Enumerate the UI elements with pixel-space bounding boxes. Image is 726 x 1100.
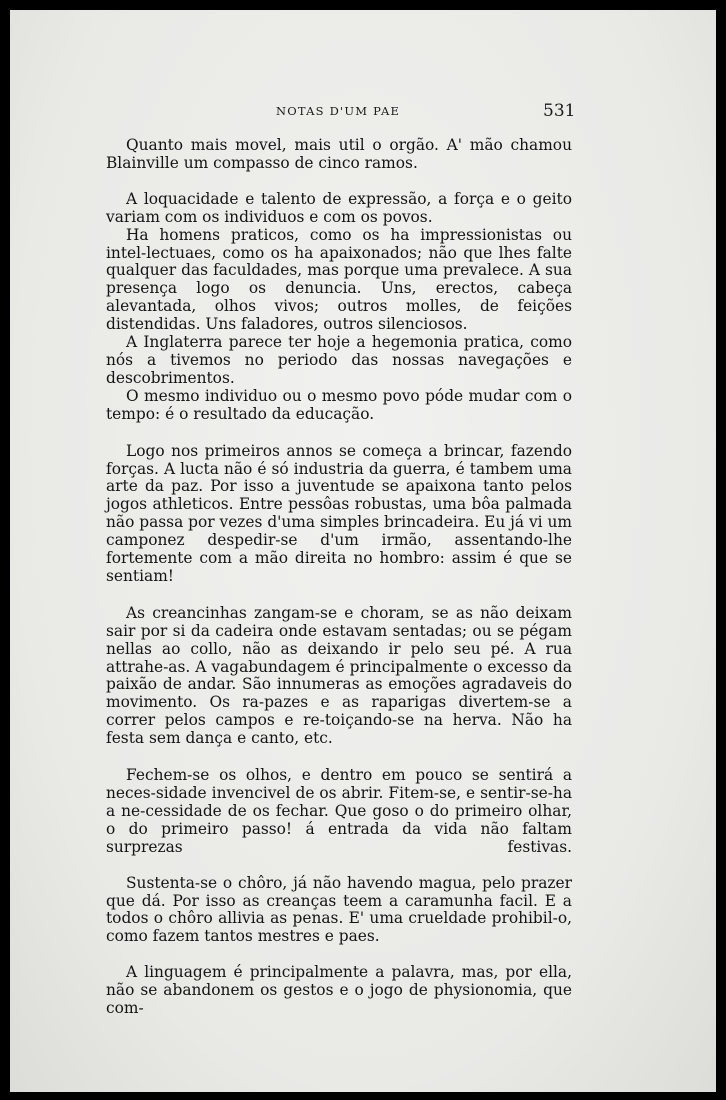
paragraph: Ha homens praticos, como os ha impressionistas ou intel-lectuaes, como os ha apaixonados; não que lhes falte qualquer das faculdades, mas porque uma prevalece. A sua presença logo os denuncia. Uns, erectos, cabeça alevantada, olhos vivos; outros molles, de feições distendidas. Uns faladores, outros silenciosos.: [106, 225, 572, 334]
paragraph: Sustenta-se o chôro, já não havendo magua, pelo prazer que dá. Por isso as creanças teem a caramunha facil. E a todos o chôro allivia as penas. E' uma crueldade prohibil-o, como fazem tantos mestres e paes.: [106, 873, 572, 946]
paragraph: A loquacidade e talento de expressão, a força e o geito variam com os individuos e com os povos.: [106, 189, 572, 226]
book-page: [10, 10, 716, 1092]
running-head-title: NOTAS D'UM PAE: [276, 104, 401, 118]
page-number: 531: [543, 101, 576, 121]
paragraph: A linguagem é principalmente a palavra, mas, por ella, não se abandonem os gestos e o jogo de physionomia, que com-: [106, 963, 572, 1018]
paragraph: A Inglaterra parece ter hoje a hegemonia pratica, como nós a tivemos no periodo das nossas navegações e descobrimentos.: [106, 333, 572, 387]
running-head: [10, 101, 716, 121]
paragraph: O mesmo individuo ou o mesmo povo póde mudar com o tempo: é o resultado da educação.: [106, 386, 572, 423]
paragraph: Quanto mais movel, mais util o orgão. A' mão chamou Blainville um compasso de cinco ramos.: [106, 136, 572, 172]
paragraph: Fechem-se os olhos, e dentro em pouco se sentirá a neces-sidade invencivel de os abrir. Fitem-se, e sentir-se-ha a ne-cessidade de os fechar. Que goso o do primeiro olhar, o do primeiro passo! á entrada da vida não faltam surprezas festivas.: [106, 766, 572, 856]
body-text: [106, 137, 572, 1018]
paragraph: As creancinhas zangam-se e choram, se as não deixam sair por si da cadeira onde estavam sentadas; ou se pégam nellas ao collo, não as deixando ir pelo seu pé. A rua attrahe-as. A vagabundagem é principalmente o excesso da paixão de andar. São innumeras as emoções agradaveis do movimento. Os ra-pazes e as raparigas divertem-se a correr pelos campos e re-toiçando-se na herva. Não ha festa sem dança e canto, etc.: [106, 603, 572, 748]
paragraph: Logo nos primeiros annos se começa a brincar, fazendo forças. A lucta não é só industria da guerra, é tambem uma arte da paz. Por isso a juventude se apaixona tanto pelos jogos athleticos. Entre pessôas robustas, uma bôa palmada não passa por vezes d'uma simples brincadeira. Eu já vi um camponez despedir-se d'um irmão, assentando-lhe fortemente com a mão direita no hombro: assim é que se sentiam!: [106, 441, 572, 585]
